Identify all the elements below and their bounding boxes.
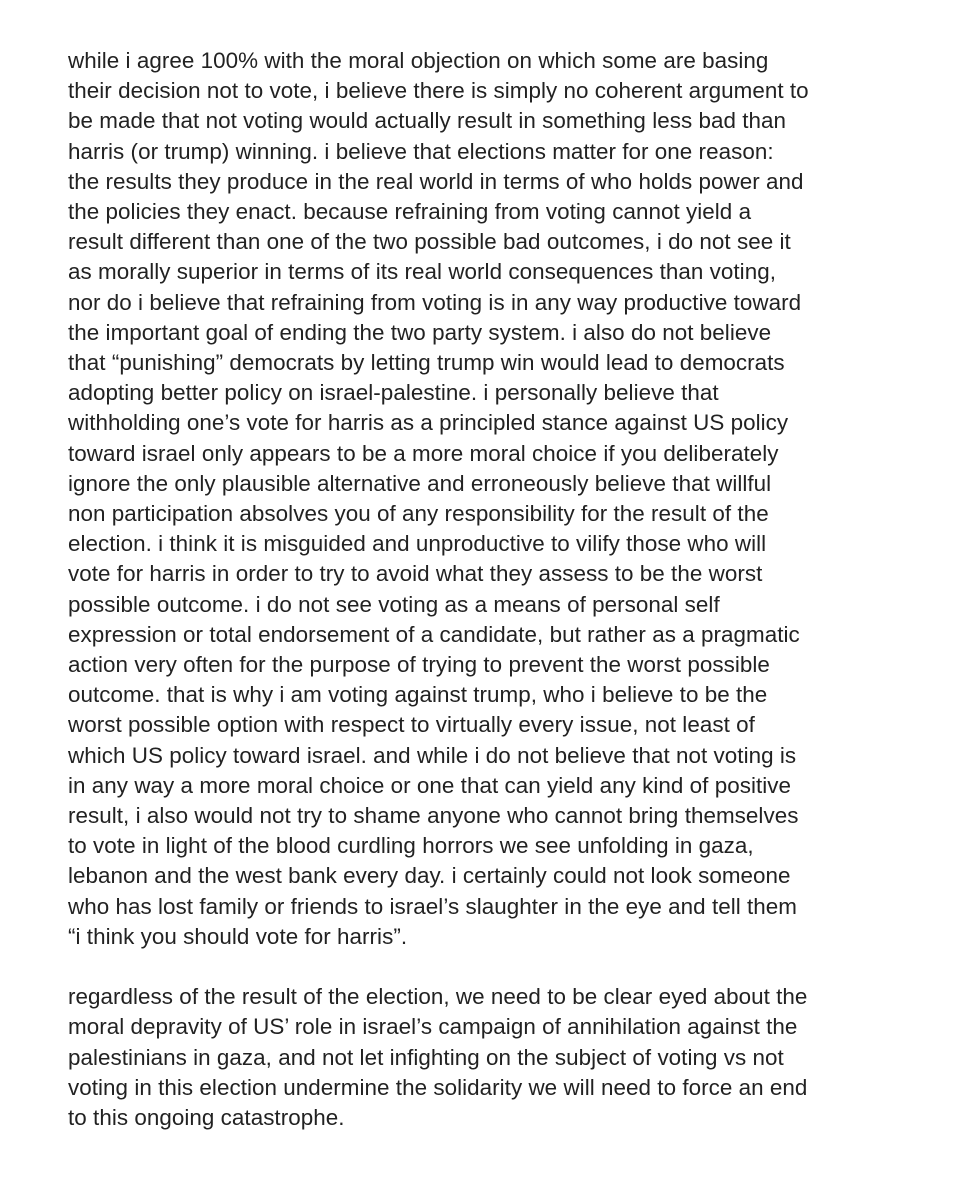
text-line: lebanon and the west bank every day. i certainly could not look someone [68,863,791,889]
text-line: expression or total endorsement of a candidate, but rather as a pragmatic [68,621,800,647]
text-line: who has lost family or friends to israel’s slaughter in the eye and tell them [68,893,798,919]
text-line: nor do i believe that refraining from voting is in any way productive toward [68,289,802,315]
text-line: vote for harris in order to try to avoid what they assess to be the worst [68,561,763,587]
text-line: ignore the only plausible alternative and erroneously believe that willful [68,470,772,496]
text-line: non participation absolves you of any responsibility for the result of the [68,501,769,527]
text-line: the policies they enact. because refraining from voting cannot yield a [68,199,752,225]
paragraph-1 [68,46,898,952]
text-line: while i agree 100% with the moral objection on which some are basing [68,48,769,73]
text-line: possible outcome. i do not see voting as a means of personal self [68,591,720,617]
text-line: that “punishing” democrats by letting trump win would lead to democrats [68,350,785,376]
text-line: result, i also would not try to shame anyone who cannot bring themselves [68,803,799,829]
text-line: as morally superior in terms of its real world consequences than voting, [68,259,776,285]
text-line: regardless of the result of the election, we need to be clear eyed about the [68,984,808,1010]
text-line: the important goal of ending the two party system. i also do not believe [68,319,772,345]
note-body [68,46,898,1133]
text-line: voting in this election undermine the solidarity we will need to force an end [68,1074,808,1100]
text-line: withholding one’s vote for harris as a principled stance against US policy [68,410,789,436]
text-line: their decision not to vote, i believe there is simply no coherent argument to [68,78,809,104]
text-line: toward israel only appears to be a more moral choice if you deliberately [68,440,779,466]
text-line: result different than one of the two possible bad outcomes, i do not see it [68,229,791,255]
text-line: “i think you should vote for harris”. [68,923,408,949]
text-line: harris (or trump) winning. i believe that elections matter for one reason: [68,138,774,164]
text-line: outcome. that is why i am voting against trump, who i believe to be the [68,682,768,708]
text-line: in any way a more moral choice or one that can yield any kind of positive [68,772,792,798]
text-line: election. i think it is misguided and unproductive to vilify those who will [68,531,767,557]
text-line: palestinians in gaza, and not let infighting on the subject of voting vs not [68,1044,784,1070]
paragraph-2 [68,982,898,1133]
text-line: to this ongoing catastrophe. [68,1105,345,1131]
text-line: the results they produce in the real world in terms of who holds power and [68,168,804,194]
text-line: be made that not voting would actually result in something less bad than [68,108,787,134]
text-line: action very often for the purpose of trying to prevent the worst possible [68,652,770,678]
text-line: which US policy toward israel. and while i do not believe that not voting is [68,742,797,768]
text-line: moral depravity of US’ role in israel’s campaign of annihilation against the [68,1014,798,1040]
text-line: worst possible option with respect to virtually every issue, not least of [68,712,755,738]
text-line: to vote in light of the blood curdling horrors we see unfolding in gaza, [68,833,754,859]
text-line: adopting better policy on israel-palestine. i personally believe that [68,380,719,406]
